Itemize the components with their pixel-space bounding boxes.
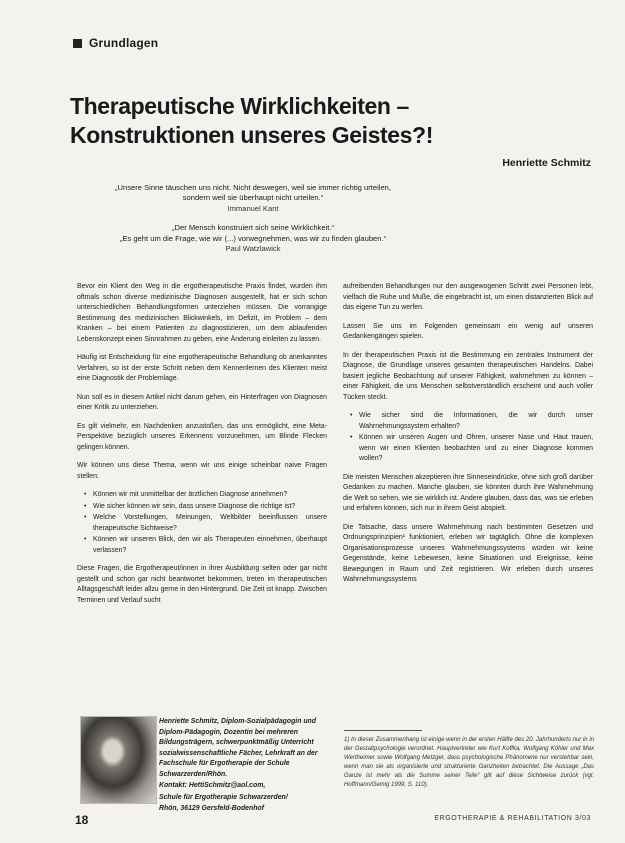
bio-text: Henriette Schmitz, Diplom-Sozialpädagogin und Diplom-Pädagogin, Dozentin bei mehreren Bildungsträgern, schwerpunktmäßig Unterricht sozialwissenschaftliche Fächer, Lehrkraft an der Fachschule für Ergotherapie der Schule Schwarzerden/Rhön. (159, 718, 318, 778)
page-number: 18 (75, 813, 89, 827)
footnote: 1) In dieser Zusammenhang ist einige wenn in der ersten Hälfte des 20. Jahrhunderts nur in in der Gestaltpsychologie verordnet. Hauptvertreter wie Kurt Koffka, Wolfgang Köhler und Max Wertheimer sowie Wolfgang Metzger, dass psychologische Phänomene nur verstehbar sein, wenn man sie als organisierte und strukturierte Ganzheiten betrachtet. Die Aussage „Das Ganze ist mehr als die Summe seiner Teile“ gilt auf diese Sichtweise zurück (vgl. Hoffmann/Gemig 1999, S. 110). (344, 737, 594, 788)
paragraph: Wir können uns diese Thema, wenn wir uns einige scheinbar naive Fragen stellen: (77, 462, 327, 480)
right-column (343, 282, 593, 594)
section-square-icon (73, 39, 82, 48)
article-author: Henriette Schmitz (502, 157, 591, 169)
paragraph: Nun soll es in diesem Artikel nicht darum gehen, ein Hinterfragen von Diagnosen einer Kritik zu unterziehen. (77, 393, 327, 411)
quote-source: Paul Watzlawick (225, 244, 281, 254)
bio-contact: Kontakt: HettiSchmitz@aol.com, (159, 782, 266, 789)
bio-address-line: Rhön, 36129 Gersfeld-Bodenhof (159, 805, 264, 812)
question-list (77, 490, 327, 556)
journal-footer: ERGOTHERAPIE & REHABILITATION 3/03 (434, 815, 591, 822)
list-item: • Können wir unseren Augen und Ohren, unserer Nase und Haut trauen, wenn wir einen Klienten beobachten und zu einer Diagnose kommen wollen? (352, 433, 593, 465)
quote-watzlawick (88, 223, 418, 254)
paragraph: Diese Fragen, die Ergotherapeut/innen in ihrer Ausbildung selten oder gar nicht gestellt und schon gar nicht beantwortet bekommen, treten im therapeutischen Alltagsgeschäft leider allzu gerne in den Hintergrund. Die Zeit ist knapp. Zwischen Terminen und Verlauf sucht (77, 565, 327, 604)
list-item: • Welche Vorstellungen, Meinungen, Weltbilder beeinflussen unsere therapeutische Sichtweise? (86, 513, 327, 534)
paragraph: Die Tatsache, dass unsere Wahrnehmung nach bestimmten Gesetzen und Ordnungsprinzipien¹ funktioniert, erleben wir tagtäglich. Ohne die komplexen Organisationsprozesse unseres Wahrnehmungssystems würden wir keine Gegenstände, keine Lebewesen, keine Situationen und Ereignisse, keine Bewegungen in Raum und Zeit registrieren. Wir erleben durch unseres Wahrnehmungssystems (343, 523, 593, 583)
paragraph: Bevor ein Klient den Weg in die ergotherapeutische Praxis findet, wurden ihm oftmals schon diverse medizinische Diagnosen ausgestellt, hat er sich schon unterschiedlichen Behandlungsformen unterziehen müssen. Die vorrangige Bestimmung des medizinischen Blickwinkels, im Defizit, im Problem – dem Kranken – bei einem Patienten zu diagnostizieren, um dem ablaufenden Lebenskonzept einen Sinnrahmen zu geben, eine Änderung einleiten zu lassen. (77, 283, 327, 343)
list-item: • Wie sicher können wir sein, dass unsere Diagnose die richtige ist? (86, 502, 327, 513)
paragraph: Die meisten Menschen akzeptieren ihre Sinneseindrücke, ohne sich groß darüber Gedanken zu machen. Manche glauben, sie könnten durch ihre Wahrnehmung die Welt so sehen, wie sie wirklich ist. Andere glauben, dass das, was sie erleben und erfahren können, sich nur in ihrem Geist abspielt. (343, 473, 593, 512)
list-item: • Können wir mit unmittelbar der ärztlichen Diagnose annehmen? (86, 490, 327, 501)
quote-line: „Der Mensch konstruiert sich seine Wirklichkeit.“ (171, 223, 335, 233)
section-label: Grundlagen (89, 36, 159, 50)
epigraph-quotes (88, 183, 418, 263)
footnote-divider (344, 730, 422, 731)
quote-kant (88, 183, 418, 214)
paragraph: Häufig ist Entscheidung für eine ergotherapeutische Behandlung ob anerkanntes Verfahren, so ist der erste Schritt neben dem Kennenlernen des Klienten meist eine Diagnostik der Problemlage. (77, 354, 327, 382)
article-title (70, 92, 490, 150)
question-list (343, 411, 593, 465)
paragraph: aufreibenden Behandlungen nur den ausgewogenen Schritt zwei Personen lebt, vielfach die Ruhe und Muße, die eingebracht ist, um einen distanzierten Blick auf das eigene Tun zu werfen. (343, 283, 593, 311)
section-tag (73, 36, 158, 50)
paragraph: In der therapeutischen Praxis ist die Bestimmung ein zentrales Instrument der Diagnose, die Grundlage unseres gesamten therapeutischen Handelns. Dabei basiert jegliche Beobachtung auf unserer Fähigkeit, wahrnehmen zu können – einer Fähigkeit, die uns Menschen selbstverständlich erscheint und auch voller Tücken steckt. (343, 351, 593, 401)
left-column (77, 282, 327, 614)
author-photo (80, 716, 157, 804)
bio-address-line: Schule für Ergotherapie Schwarzerden/ (159, 793, 288, 801)
quote-line: „Es geht um die Frage, wie wir (...) vorwegnehmen, was wir zu finden glauben.“ (119, 233, 387, 243)
article-title-line-1: Therapeutische Wirklichkeiten – (70, 93, 409, 119)
paragraph: Lassen Sie uns im Folgenden gemeinsam ein wenig auf unseren Gedankengängen spielen. (343, 322, 593, 340)
quote-line: sondern weil sie überhaupt nicht urteilen.“ (182, 193, 324, 203)
quote-source: Immanuel Kant (227, 203, 279, 213)
author-bio (159, 717, 326, 816)
list-item: • Können wir unseren Blick, den wir als Therapeuten einnehmen, überhaupt verlassen? (86, 535, 327, 556)
list-item: • Wie sicher sind die Informationen, die wir durch unser Wahrnehmungssystem erhalten? (352, 411, 593, 432)
paragraph: Es gilt vielmehr, ein Nachdenken anzustoßen, das uns ermöglicht, eine Meta-Perspektive bezüglich unseres Erkennens vorzunehmen, um Blinde Flecken gelingen können. (77, 422, 327, 451)
quote-line: „Unsere Sinne täuschen uns nicht. Nicht deswegen, weil sie immer richtig urteilen, (114, 183, 392, 192)
article-title-line-2: Konstruktionen unseres Geistes?! (70, 122, 433, 148)
